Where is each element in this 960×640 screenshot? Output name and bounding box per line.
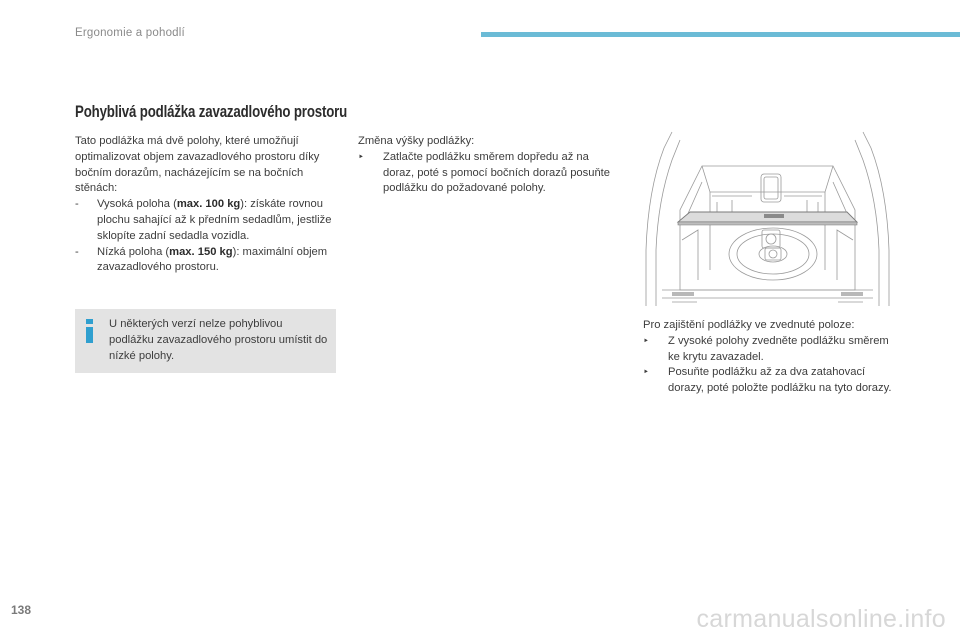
height-change-column	[358, 134, 613, 197]
item-weight: max. 150 kg	[169, 245, 233, 258]
list-dash: -	[75, 198, 79, 211]
securing-column	[643, 318, 893, 397]
intro-text: Tato podlážka má dvě polohy, které umožňují optimalizovat objem zavazadlového prostoru díky bočním dorazům, nacházejícím se na bočních stěnách:	[75, 135, 320, 195]
watermark-link[interactable]: carmanualsonline.info	[696, 605, 946, 633]
info-icon	[85, 319, 94, 343]
height-change-heading: Změna výšky podlážky:	[358, 135, 475, 147]
list-item	[358, 150, 613, 197]
item-prefix: Nízká poloha (	[97, 245, 170, 258]
item-prefix: Vysoká poloha (	[97, 198, 177, 211]
list-item	[75, 197, 333, 244]
pointer-icon: ‣	[643, 367, 649, 379]
page-number: 138	[11, 603, 32, 617]
step-text: Zatlačte podlážku směrem dopředu až na doraz, poté s pomocí bočních dorazů posuňte podlážku do požadované polohy.	[383, 150, 611, 195]
section-label: Ergonomie a pohodlí	[75, 27, 185, 39]
list-item	[75, 245, 333, 277]
header-accent-bar	[481, 32, 960, 37]
step-text: Posuňte podlážku až za dva zatahovací dorazy, poté položte podlážku na tyto dorazy.	[668, 366, 892, 395]
pointer-icon: ‣	[643, 335, 649, 347]
list-dash: -	[75, 245, 79, 258]
trunk-floor-illustration	[642, 130, 893, 307]
intro-column	[75, 134, 333, 276]
item-suffix: ): maximální objem zavazadlového prostoru.	[97, 245, 328, 274]
step-text: Z vysoké polohy zvedněte podlážku směrem ke krytu zavazadel.	[668, 334, 889, 363]
list-item	[643, 334, 893, 366]
pointer-icon: ‣	[358, 151, 364, 163]
info-text: U některých verzí nelze pohyblivou podlážku zavazadlového prostoru umístit do nízké polohy.	[109, 318, 328, 362]
page-title: Pohyblivá podlážka zavazadlového prostoru	[75, 102, 348, 121]
securing-heading: Pro zajištění podlážky ve zvednuté poloze:	[643, 319, 855, 331]
list-item	[643, 365, 893, 397]
item-suffix: ): získáte rovnou plochu sahající až k předním sedadlům, jestliže sklopíte zadní sedadla vozidla.	[97, 198, 332, 242]
info-box	[75, 309, 336, 373]
item-weight: max. 100 kg	[176, 198, 241, 211]
